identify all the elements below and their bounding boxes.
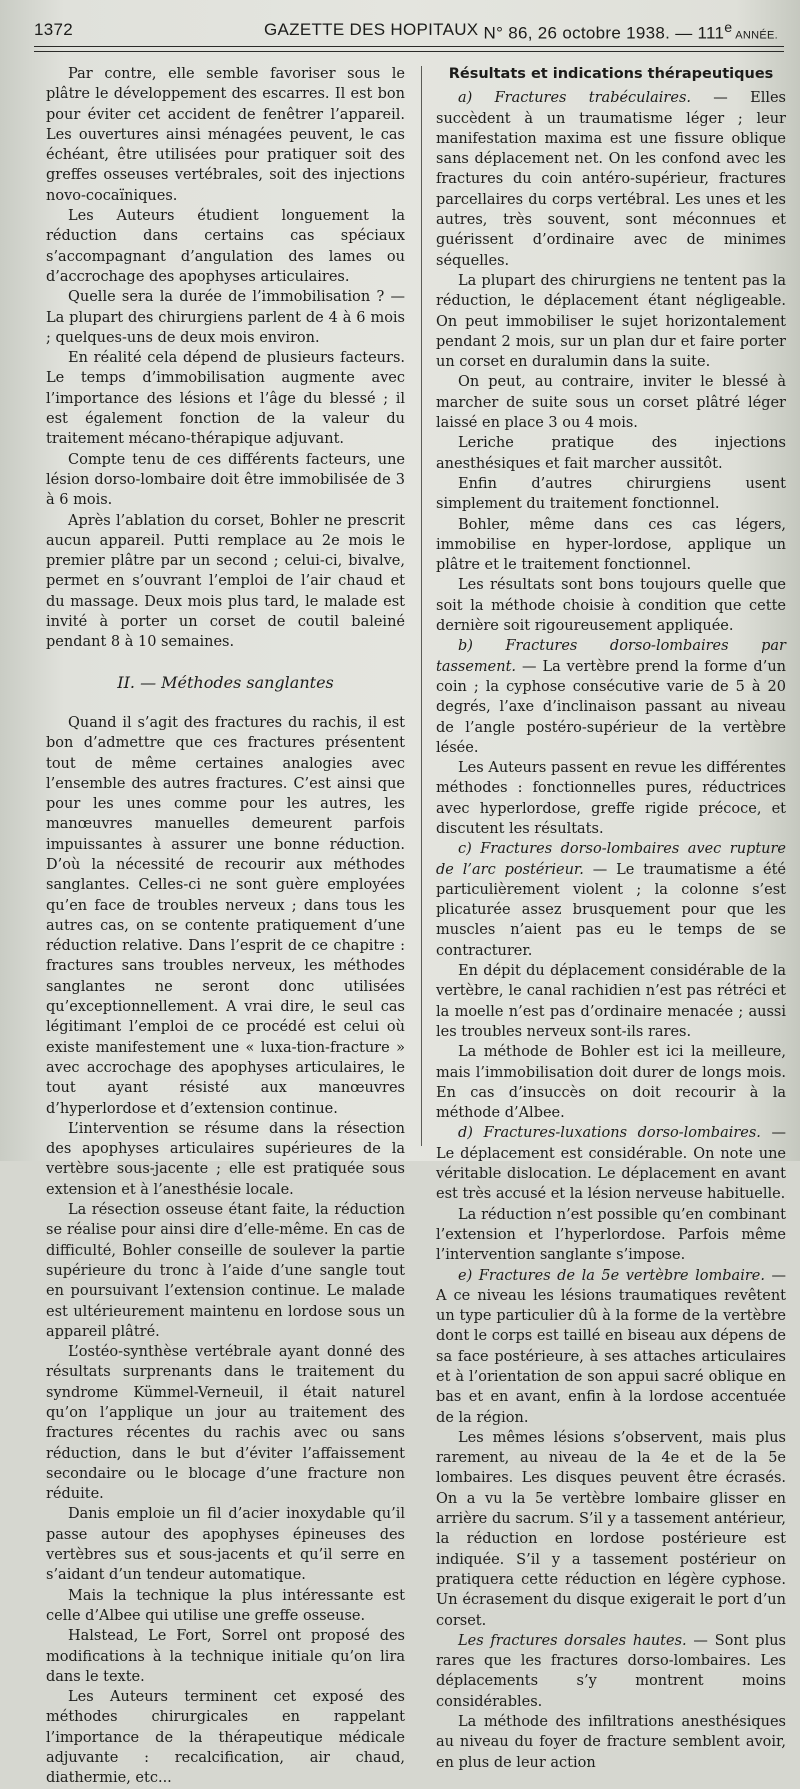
paragraph: Les résultats sont bons toujours quelle que soit la méthode choisie à condition que cette dernière soit rigoureusement appliquée. bbox=[436, 577, 786, 635]
paragraph: L’ostéo-synthèse vertébrale ayant donné des résultats surprenants dans le traitement du syndrome Kümmel-Verneuil, il était naturel qu’on l’applique un jour au traitement des fractures récentes du rachis avec ou sans réduction, dans le but d’éviter l’affaissement secondaire ou le blocage d’une fracture non réduite. bbox=[46, 1344, 405, 1503]
issue-info: N° 86, 26 octobre 1938. — 111e ANNÉE. bbox=[483, 20, 778, 43]
paragraph: Après l’ablation du corset, Bohler ne prescrit aucun appareil. Putti remplace au 2e mois le premier plâtre par un second ; celui-ci, bivalve, permet en s’ouvrant l’emploi de l’air chaud et du massage. Deux mois plus tard, le malade est invité à porter un corset de coutil baleiné pendant 8 à 10 semaines. bbox=[46, 512, 405, 651]
paragraph: En dépit du déplacement considérable de la vertèbre, le canal rachidien n’est pas rétréci et la moelle n’est pas d’ordinaire menacée ; aussi les troubles nerveux sont-ils rares. bbox=[436, 963, 786, 1040]
paragraph-a: a) Fractures trabéculaires. — Elles succèdent à un traumatisme léger ; leur manifestation maxima est une fissure oblique sans déplacement net. On les confond avec les fractures du coin antéro-supérieur, fractures parcellaires du corps vertébral. Les unes et les autres, très souvent, sont méconnues et guérissent d’ordinaire avec de minimes séquelles. bbox=[436, 90, 786, 269]
paragraph: Bohler, même dans ces cas légers, immobilise en hyper-lordose, applique un plâtre et le traitement fonctionnel. bbox=[436, 516, 786, 574]
paragraph: Danis emploie un fil d’acier inoxydable qu’il passe autour des apophyses épineuses des vertèbres sus et sous-jacents et qu’il serre en s’aidant d’un tendeur automatique. bbox=[46, 1506, 405, 1584]
paragraph: On peut, au contraire, inviter le blessé à marcher de suite sous un corset plâtré léger laissé en place 3 ou 4 mois. bbox=[436, 374, 786, 432]
paragraph: Quand il s’agit des fractures du rachis, il est bon d’admettre que ces fractures présentent tout de même certaines analogies avec l’ensemble des autres fractures. C’est ainsi que pour les unes comme pour les autres, les manœuvres manuelles demeurent parfois impuissantes à assurer une bonne réduction. D’où la nécessité de recourir aux méthodes sanglantes. Celles-ci ne sont guère employées qu’en face de troubles nerveux ; dans tous les autres cas, on se contente pratiquement d’une réduction relative. Dans l’esprit de ce chapitre : fractures sans troubles nerveux, les méthodes sanglantes ne seront donc utilisées qu’exceptionnellement. A vrai dire, le seul cas légitimant l’emploi de ce procédé est celui où existe manifestement une « luxa-tion-fracture » avec accrochage des apophyses articulaires, le tout ayant résisté aux manœuvres d’hyperlordose et d’extension continue. bbox=[46, 714, 405, 1117]
paragraph: Mais la technique la plus intéressante est celle d’Albee qui utilise une greffe osseuse. bbox=[46, 1587, 405, 1624]
page-header bbox=[34, 14, 778, 44]
paragraph: La méthode de Bohler est ici la meilleure, mais l’immobilisation doit durer de longs mois. En cas d’insuccès on doit recourir à la méthode d’Albee. bbox=[436, 1044, 786, 1122]
paragraph: La plupart des chirurgiens ne tentent pas la réduction, le déplacement étant négligeable. On peut immobiliser le sujet horizontalement pendant 2 mois, sur un plan dur et faire porter un corset en duralumin dans la suite. bbox=[436, 272, 786, 371]
section-heading-methodes-sanglantes: II. — Méthodes sanglantes bbox=[117, 672, 334, 692]
page-number: 1372 bbox=[34, 20, 74, 39]
header-rule-bottom bbox=[34, 51, 784, 52]
paragraph: La réduction n’est possible qu’en combinant l’extension et l’hyperlordose. Parfois même l’intervention sanglante s’impose. bbox=[436, 1206, 786, 1264]
paragraph: Compte tenu de ces différents facteurs, une lésion dorso-lombaire doit être immobilisée de 3 à 6 mois. bbox=[46, 451, 405, 509]
section-heading-resultats: Résultats et indications thérapeutiques bbox=[448, 66, 774, 82]
paragraph-c: c) Fractures dorso-lombaires avec rupture de l’arc postérieur. — Le traumatisme a été particulièrement violent ; la colonne s’est plicaturée assez brusquement pour que les muscles n’aient pas eu le temps de se contracturer. bbox=[436, 841, 786, 959]
paragraph: Les Auteurs terminent cet exposé des méthodes chirurgicales en rappelant l’importance de la thérapeutique médicale adjuvante : recalcification, air chaud, diathermie, etc... bbox=[46, 1689, 405, 1787]
paragraph: La résection osseuse étant faite, la réduction se réalise pour ainsi dire d’elle-même. En cas de difficulté, Bohler conseille de soulever la partie supérieure du tronc à l’aide d’une sangle tout en poursuivant l’extension continue. Le malade est ultérieurement maintenu en lordose sous un appareil plâtré. bbox=[46, 1202, 405, 1340]
right-column bbox=[436, 64, 786, 1773]
paragraph-f: Les fractures dorsales hautes. — Sont plus rares que les fractures dorso-lombaires. Les déplacements s’y montrent moins considérables. bbox=[436, 1632, 786, 1710]
paragraph: Quelle sera la durée de l’immobilisation ? — La plupart des chirurgiens parlent de 4 à 6 mois ; quelques-uns de deux mois environ. bbox=[46, 289, 405, 346]
paragraph: La méthode des infiltrations anesthésiques au niveau du foyer de fracture semblent avoir, en plus de leur action bbox=[436, 1714, 786, 1771]
journal-title: GAZETTE DES HOPITAUX bbox=[264, 20, 479, 39]
paragraph: En réalité cela dépend de plusieurs facteurs. Le temps d’immobilisation augmente avec l’importance des lésions et l’âge du blessé ; il est également fonction de la valeur du traitement mécano-thérapique adjuvant. bbox=[46, 350, 405, 448]
paragraph: Les Auteurs passent en revue les différentes méthodes : fonctionnelles pures, réductrices avec hyperlordose, greffe rigide précoce, et discutent les résultats. bbox=[436, 760, 786, 837]
paragraph: Enfin d’autres chirurgiens usent simplement du traitement fonctionnel. bbox=[436, 475, 786, 513]
left-column bbox=[46, 64, 405, 1789]
paragraph-b: b) Fractures dorso-lombaires par tassement. — La vertèbre prend la forme d’un coin ; la cyphose consécutive varie de 5 à 20 degrés, l’axe d’inclinaison passant au niveau de l’angle postéro-supérieur de la vertèbre lésée. bbox=[436, 638, 786, 756]
paragraph: Halstead, Le Fort, Sorrel ont proposé des modifications à la technique initiale qu’on lira dans le texte. bbox=[46, 1628, 405, 1685]
paragraph-e: e) Fractures de la 5e vertèbre lombaire. — A ce niveau les lésions traumatiques revêtent un type particulier dû à la forme de la vertèbre dont le corps est taillé en biseau aux dépens de sa face postérieure, à ses attaches articulaires et à l’orientation de son appui sacré oblique en bas et en avant, enfin à la lordose accentuée de la région. bbox=[436, 1267, 786, 1426]
paragraph: Les Auteurs étudient longuement la réduction dans certains cas spéciaux s’accompagnant d’angulation des lames ou d’accrochage des apophyses articulaires. bbox=[46, 208, 405, 285]
column-divider bbox=[421, 66, 422, 1146]
paragraph: Les mêmes lésions s’observent, mais plus rarement, au niveau de la 4e et de la 5e lombaires. Les disques peuvent être écrasés. On a vu la 5e vertèbre lombaire glisser en arrière du sacrum. S’il y a tassement antérieur, la réduction en lordose postérieure est indiquée. S’il y a tassement postérieur on pratiquera cette réduction en légère cyphose. Un écrasement du disque exigerait le port d’un corset. bbox=[436, 1429, 786, 1629]
paragraph-d: d) Fractures-luxations dorso-lombaires. — Le déplacement est considérable. On note une véritable dislocation. Le déplacement en avant est très accusé et la lésion nerveuse habituelle. bbox=[436, 1125, 787, 1203]
paragraph: L’intervention se résume dans la résection des apophyses articulaires supérieures de la vertèbre sous-jacente ; elle est pratiquée sous extension et à l’anesthésie locale. bbox=[46, 1120, 405, 1198]
paragraph: Par contre, elle semble favoriser sous le plâtre le développement des escarres. Il est bon pour éviter cet accident de fenêtrer l’appareil. Les ouvertures ainsi ménagées peuvent, le cas échéant, être utilisées pour pratiquer soit des greffes osseuses vertébrales, soit des injections novo-cocaïniques. bbox=[46, 66, 405, 204]
header-rule-top bbox=[34, 46, 784, 47]
paragraph: Leriche pratique des injections anesthésiques et fait marcher aussitôt. bbox=[436, 435, 786, 472]
